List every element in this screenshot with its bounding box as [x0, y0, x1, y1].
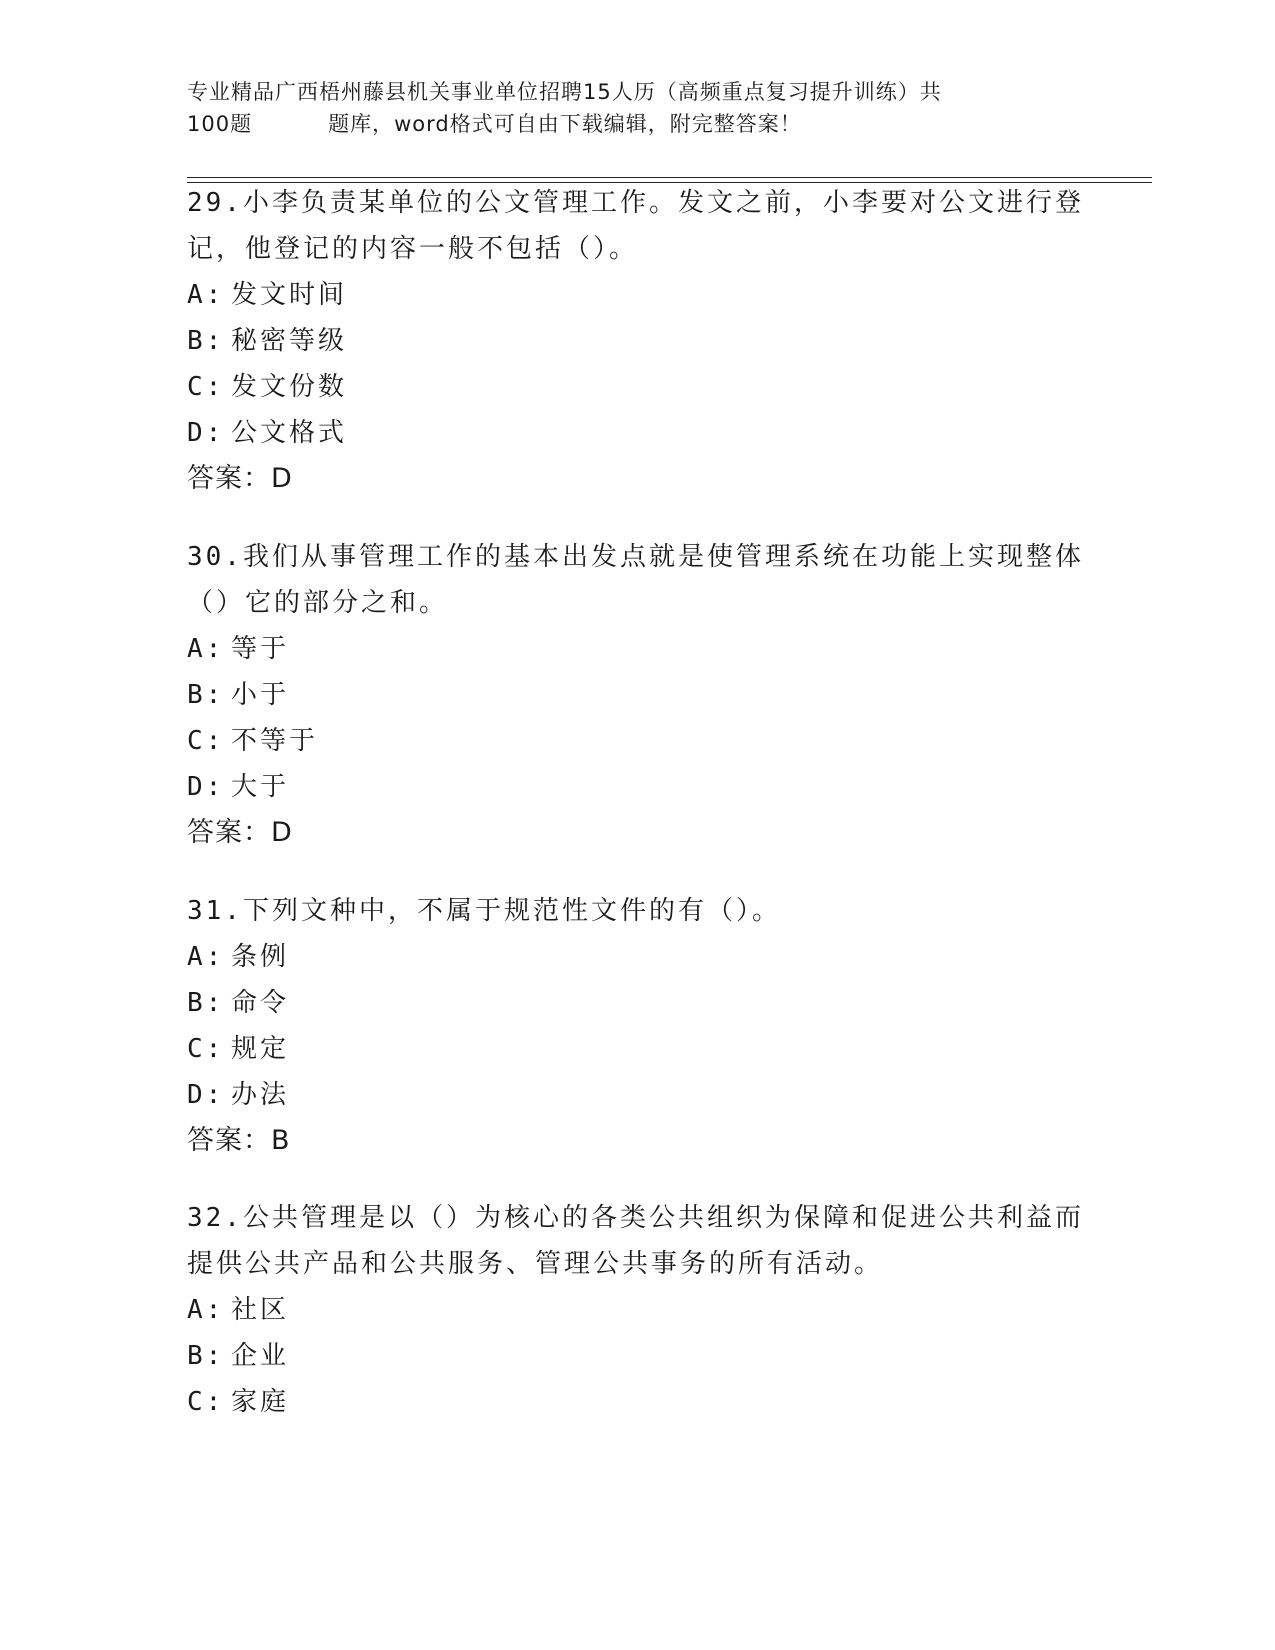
option-d: D: 大于	[187, 772, 290, 802]
option-c: C: 不等于	[187, 726, 319, 756]
header-count: 100题	[187, 112, 253, 136]
option-a: A: 条例	[187, 942, 290, 972]
option-c: C: 发文份数	[187, 372, 348, 402]
question-30	[187, 534, 1087, 856]
answer-line: 答案：B	[187, 1125, 291, 1156]
option-d: D: 办法	[187, 1080, 290, 1110]
option-c: C: 规定	[187, 1034, 290, 1064]
question-text-line: （）它的部分之和。	[187, 588, 449, 618]
option-b: B: 命令	[187, 988, 290, 1018]
answer-line: 答案：D	[187, 817, 293, 848]
answer-line: 答案：D	[187, 463, 293, 494]
header-line-2	[187, 108, 1087, 140]
option-b: B: 小于	[187, 680, 290, 710]
option-a: A: 发文时间	[187, 280, 348, 310]
option-d: D: 公文格式	[187, 418, 348, 448]
question-29	[187, 180, 1087, 502]
option-a: A: 等于	[187, 634, 290, 664]
option-c: C: 家庭	[187, 1387, 290, 1417]
header-description: 题库，word格式可自由下载编辑，附完整答案！	[328, 112, 802, 136]
question-31	[187, 888, 1087, 1164]
option-a: A: 社区	[187, 1295, 290, 1325]
question-32	[187, 1195, 1087, 1425]
header-line-1: 专业精品广西梧州藤县机关事业单位招聘15人历（高频重点复习提升训练）共	[187, 80, 942, 104]
option-b: B: 秘密等级	[187, 326, 348, 356]
question-text-line: 31.下列文种中，不属于规范性文件的有（）。	[187, 896, 781, 926]
question-text-line: 提供公共产品和公共服务、管理公共事务的所有活动。	[187, 1249, 884, 1279]
question-text-line: 记，他登记的内容一般不包括（）。	[187, 234, 639, 264]
question-text-line: 30.我们从事管理工作的基本出发点就是使管理系统在功能上实现整体	[187, 542, 1084, 572]
option-b: B: 企业	[187, 1341, 290, 1371]
document-page	[187, 0, 1152, 1650]
question-text-line: 32.公共管理是以（）为核心的各类公共组织为保障和促进公共利益而	[187, 1203, 1084, 1233]
document-header	[187, 76, 1087, 140]
header-rule-top	[187, 177, 1152, 178]
question-text-line: 29.小李负责某单位的公文管理工作。发文之前，小李要对公文进行登	[187, 188, 1084, 218]
